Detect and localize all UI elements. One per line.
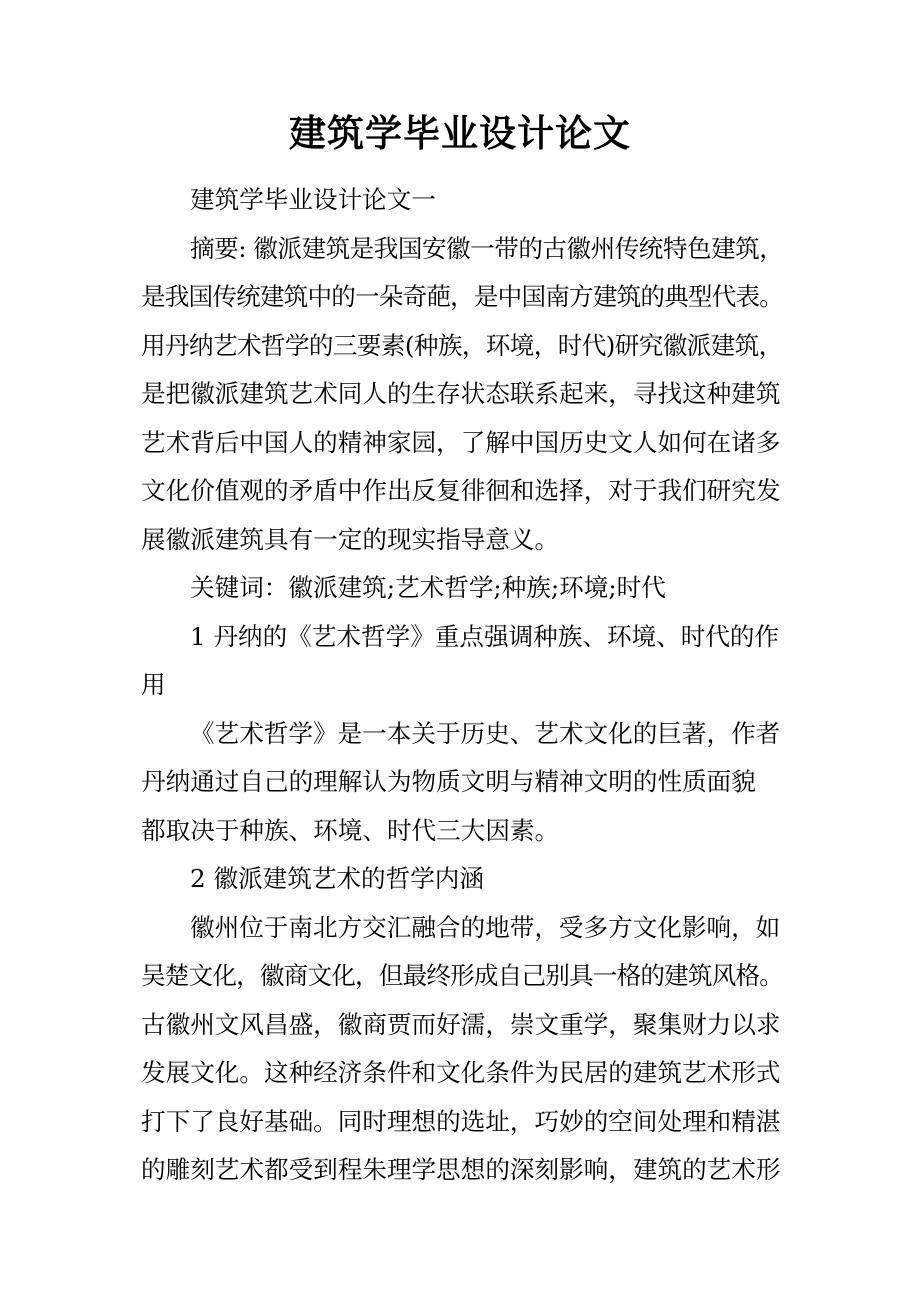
section-heading-continued: 用 bbox=[141, 670, 166, 699]
text-line: 建筑学毕业设计论文一 bbox=[190, 185, 436, 214]
document-title: 建筑学毕业设计论文 bbox=[289, 111, 631, 155]
section-heading: 2 徽派建筑艺术的哲学内涵 bbox=[190, 864, 484, 893]
text-line: 吴楚文化，徽商文化，但最终形成自己别具一格的建筑风格。 bbox=[141, 961, 784, 990]
text-line: 展徽派建筑具有一定的现实指导意义。 bbox=[141, 524, 560, 554]
text-line: 发展文化。这种经济条件和文化条件为民居的建筑艺术形式 bbox=[141, 1058, 781, 1087]
document-body bbox=[141, 176, 783, 1195]
text-line: 艺术背后中国人的精神家园，了解中国历史文人如何在诸多 bbox=[141, 427, 781, 457]
text-line: 《艺术哲学》是一本关于历史、艺术文化的巨著，作者 bbox=[190, 718, 781, 748]
text-line: 用丹纳艺术哲学的三要素(种族，环境，时代)研究徽派建筑， bbox=[141, 330, 783, 360]
text-line: 关键词：徽派建筑;艺术哲学;种族;环境;时代 bbox=[190, 573, 666, 602]
text-line: 徽州位于南北方交汇融合的地带，受多方文化影响，如 bbox=[190, 912, 781, 942]
text-line: 的雕刻艺术都受到程朱理学思想的深刻影响，建筑的艺术形 bbox=[141, 1155, 781, 1184]
text-line: 是我国传统建筑中的一朵奇葩，是中国南方建筑的典型代表。 bbox=[141, 282, 784, 311]
text-line: 古徽州文风昌盛，徽商贾而好濡，崇文重学，聚集财力以求 bbox=[141, 1009, 781, 1039]
text-line: 打下了良好基础。同时理想的选址，巧妙的空间处理和精湛 bbox=[141, 1106, 781, 1136]
text-line: 摘要: 徽派建筑是我国安徽一带的古徽州传统特色建筑， bbox=[190, 233, 784, 263]
text-line: 都取决于种族、环境、时代三大因素。 bbox=[141, 815, 560, 845]
section-heading: 1 丹纳的《艺术哲学》重点强调种族、环境、时代的作 bbox=[190, 621, 780, 651]
text-line: 丹纳通过自己的理解认为物质文明与精神文明的性质面貌 bbox=[141, 767, 756, 796]
text-line: 文化价值观的矛盾中作出反复徘徊和选择，对于我们研究发 bbox=[141, 476, 781, 505]
text-line: 是把徽派建筑艺术同人的生存状态联系起来，寻找这种建筑 bbox=[141, 379, 781, 408]
